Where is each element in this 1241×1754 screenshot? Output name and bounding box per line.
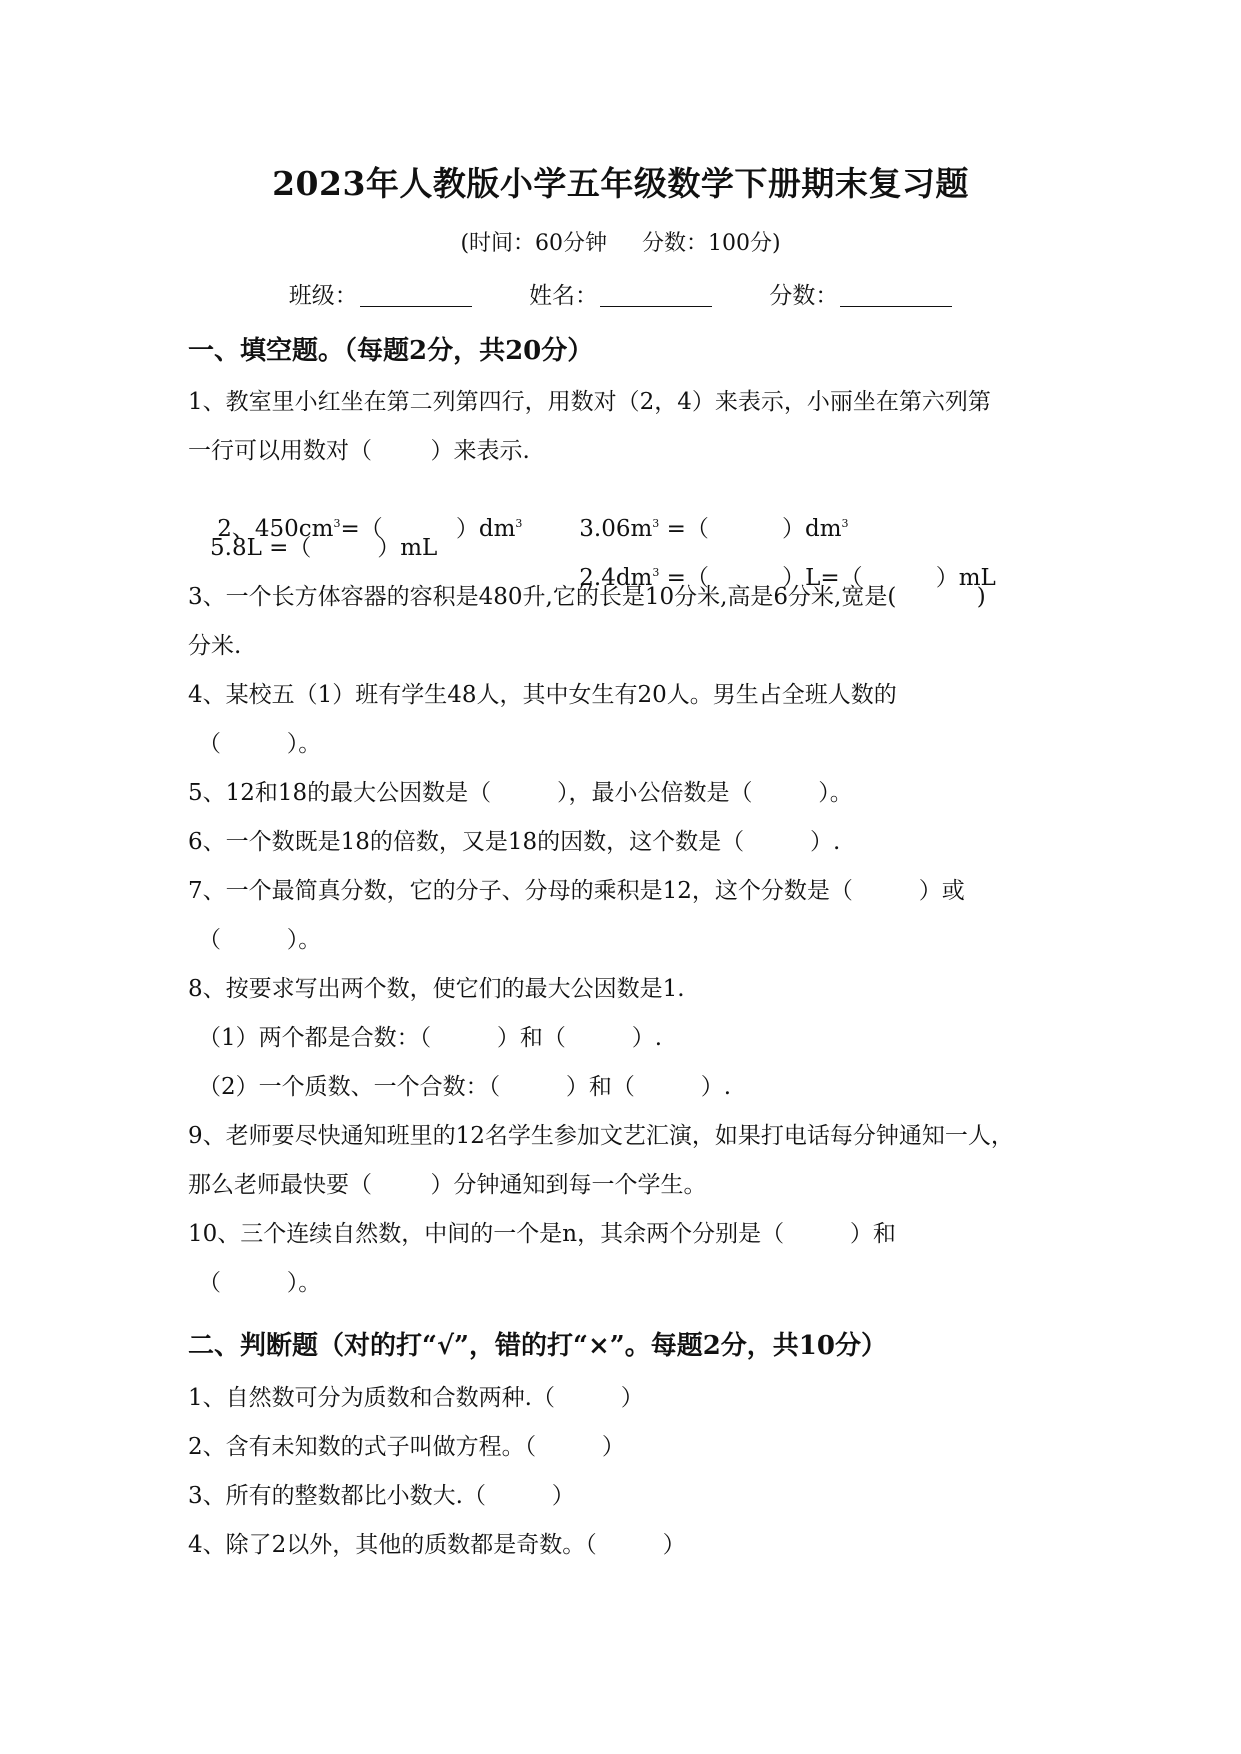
page-title: 2023年人教版小学五年级数学下册期末复习题 bbox=[272, 164, 969, 203]
q2-m3-blank: =（ ）dm bbox=[659, 516, 842, 542]
question-8: 8、按要求写出两个数，使它们的最大公因数是1. bbox=[188, 976, 685, 1002]
score-label: 分数： bbox=[769, 283, 839, 309]
question-10-line-2: （ ）。 bbox=[198, 1270, 322, 1296]
class-label: 班级： bbox=[288, 283, 358, 309]
question-7-line-2: （ ）。 bbox=[198, 927, 322, 953]
name-field bbox=[529, 277, 712, 310]
question-8-part-1: （1）两个都是合数：（ ）和（ ）. bbox=[198, 1025, 663, 1051]
question-5: 5、12和18的最大公因数是（ ），最小公倍数是（ ）。 bbox=[188, 780, 853, 806]
question-9-line-2: 那么老师最快要（ ）分钟通知到每一个学生。 bbox=[188, 1172, 707, 1198]
name-label: 姓名： bbox=[529, 283, 598, 309]
q2-dm3-blank: =（ ）dm bbox=[340, 516, 516, 542]
q2-cm3-value: 2、450cm bbox=[217, 516, 334, 542]
question-8-part-2: （2）一个质数、一个合数：（ ）和（ ）. bbox=[198, 1074, 732, 1100]
judgement-1: 1、自然数可分为质数和合数两种.（ ） bbox=[188, 1385, 644, 1411]
question-4-line-1: 4、某校五（1）班有学生48人，其中女生有20人。男生占全班人数的 bbox=[188, 682, 897, 708]
question-4-line-2: （ ）。 bbox=[198, 731, 322, 757]
q2-dm3-value: 2.4dm bbox=[579, 565, 653, 591]
question-2-line-2: 5.8L =（ ）mL bbox=[210, 535, 438, 561]
question-9-line-1: 9、老师要尽快通知班里的12名学生参加文艺汇演，如果打电话每分钟通知一人， bbox=[188, 1123, 1014, 1149]
exam-time-score: (时间：60分钟 分数：100分) bbox=[460, 231, 781, 256]
question-3-line-2: 分米. bbox=[188, 633, 242, 659]
cube-superscript: 3 bbox=[841, 517, 849, 530]
judgement-4: 4、除了2以外，其他的质数都是奇数。（ ） bbox=[188, 1532, 686, 1558]
question-7-line-1: 7、一个最简真分数，它的分子、分母的乘积是12，这个分数是（ ）或 bbox=[188, 878, 965, 904]
question-10-line-1: 10、三个连续自然数，中间的一个是n，其余两个分别是（ ）和 bbox=[188, 1221, 896, 1247]
q2-m3-value: 3.06m bbox=[579, 516, 653, 542]
cube-superscript: 3 bbox=[652, 566, 660, 579]
judgement-2: 2、含有未知数的式子叫做方程。（ ） bbox=[188, 1434, 625, 1460]
name-blank bbox=[600, 286, 712, 307]
judgement-3: 3、所有的整数都比小数大.（ ） bbox=[188, 1483, 575, 1509]
question-3-line-1: 3、一个长方体容器的容积是480升,它的长是10分米,高是6分米,宽是( ) bbox=[188, 584, 986, 610]
cube-superscript: 3 bbox=[333, 517, 341, 530]
section-true-false-heading: 二、判断题（对的打“√”，错的打“×”。每题2分，共10分） bbox=[188, 1331, 887, 1361]
student-info-row bbox=[0, 277, 1241, 310]
cube-superscript: 3 bbox=[652, 517, 660, 530]
question-6: 6、一个数既是18的倍数，又是18的因数，这个数是（ ）. bbox=[188, 829, 841, 855]
class-field bbox=[289, 277, 472, 310]
question-1-line-1: 1、教室里小红坐在第二列第四行，用数对（2，4）来表示，小丽坐在第六列第 bbox=[188, 389, 991, 415]
class-blank bbox=[360, 286, 472, 307]
score-blank bbox=[840, 286, 952, 307]
cube-superscript: 3 bbox=[515, 517, 523, 530]
score-field bbox=[769, 277, 952, 310]
question-1-line-2: 一行可以用数对（ ）来表示. bbox=[188, 438, 530, 464]
section-fill-in-heading: 一、填空题。（每题2分，共20分） bbox=[188, 336, 594, 366]
q2-liter-ml-blanks: =（ ）L=（ ）mL bbox=[659, 565, 996, 591]
